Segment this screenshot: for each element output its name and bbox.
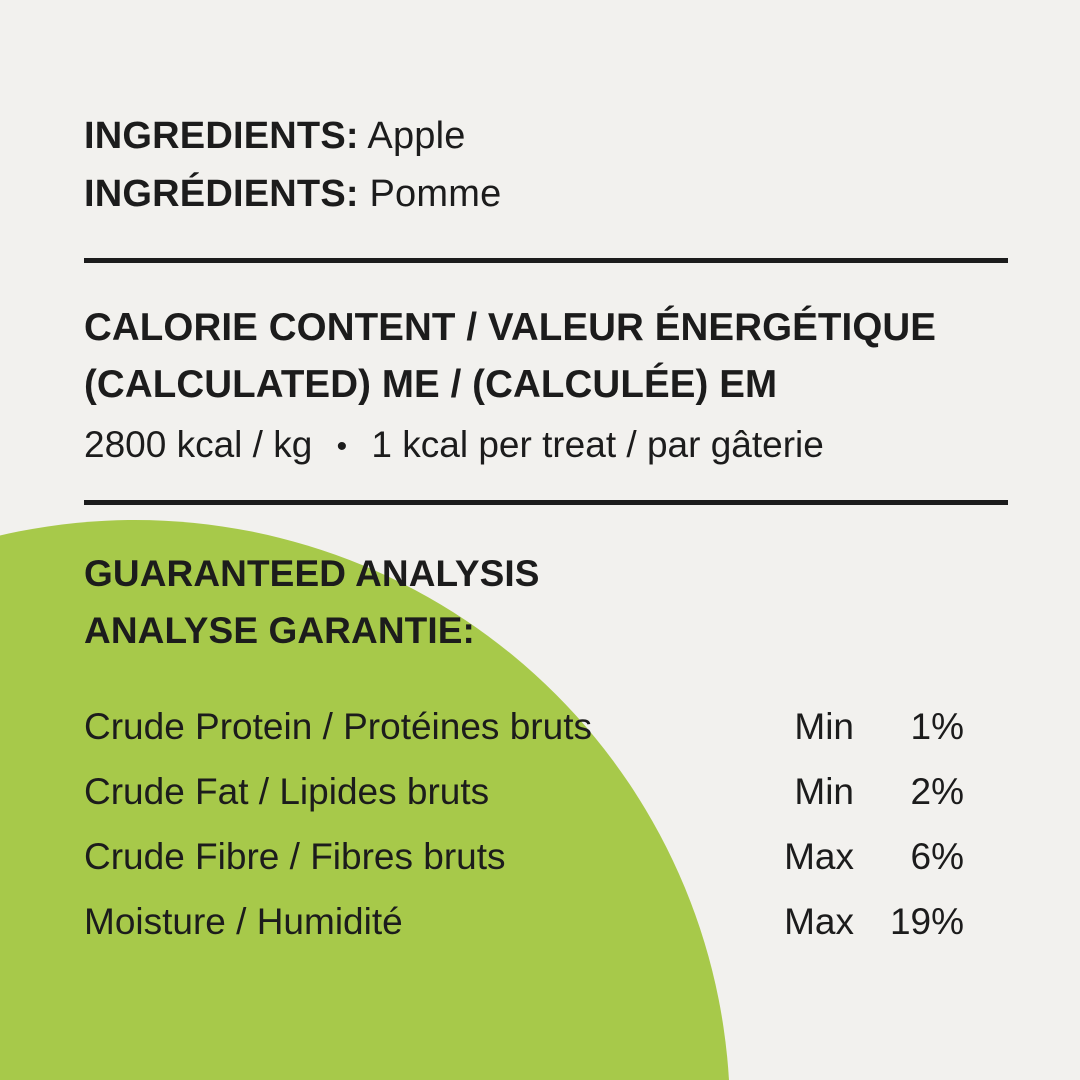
- table-row: [84, 824, 964, 889]
- analysis-limit: Min: [794, 705, 854, 747]
- analysis-amount: 6%: [910, 836, 964, 878]
- analysis-amount: 19%: [889, 901, 964, 943]
- table-row: [84, 889, 964, 954]
- analysis-title-line1: GUARANTEED ANALYSIS: [84, 553, 540, 594]
- analysis-limit: Max: [784, 901, 854, 943]
- table-row: [84, 694, 964, 759]
- analysis-nutrient: Crude Fat / Lipides bruts: [84, 770, 490, 812]
- guaranteed-analysis-section: [84, 505, 1006, 955]
- calorie-value-primary: 2800 kcal / kg: [84, 424, 313, 465]
- analysis-table: [84, 694, 964, 955]
- calorie-title-line2: (CALCULATED) ME / (CALCULÉE) EM: [84, 363, 778, 407]
- ingredients-label-fr: INGRÉDIENTS:: [84, 172, 359, 215]
- analysis-amount: 2%: [910, 770, 964, 812]
- ingredients-label-en: INGREDIENTS:: [84, 115, 359, 157]
- ingredients-line-en: [84, 108, 1006, 166]
- calorie-values: [84, 424, 1006, 466]
- bullet-separator-icon: •: [336, 430, 348, 464]
- calorie-content-section: [84, 263, 1006, 501]
- calorie-value-secondary: 1 kcal per treat / par gâterie: [371, 424, 824, 465]
- ingredients-value-en: Apple: [367, 115, 466, 157]
- analysis-limit: Max: [784, 836, 854, 878]
- table-row: [84, 759, 964, 824]
- analysis-nutrient: Moisture / Humidité: [84, 901, 403, 943]
- ingredients-line-fr: [84, 166, 1006, 224]
- ingredients-value-fr: Pomme: [369, 172, 502, 215]
- analysis-nutrient: Crude Fibre / Fibres bruts: [84, 836, 506, 878]
- analysis-title-line2: ANALYSE GARANTIE:: [84, 610, 475, 652]
- analysis-limit: Min: [794, 770, 854, 812]
- analysis-nutrient: Crude Protein / Protéines bruts: [84, 705, 592, 747]
- ingredients-section: [84, 108, 1006, 224]
- calorie-title-line1: CALORIE CONTENT / VALEUR ÉNERGÉTIQUE: [84, 305, 937, 349]
- analysis-amount: 1%: [910, 705, 964, 747]
